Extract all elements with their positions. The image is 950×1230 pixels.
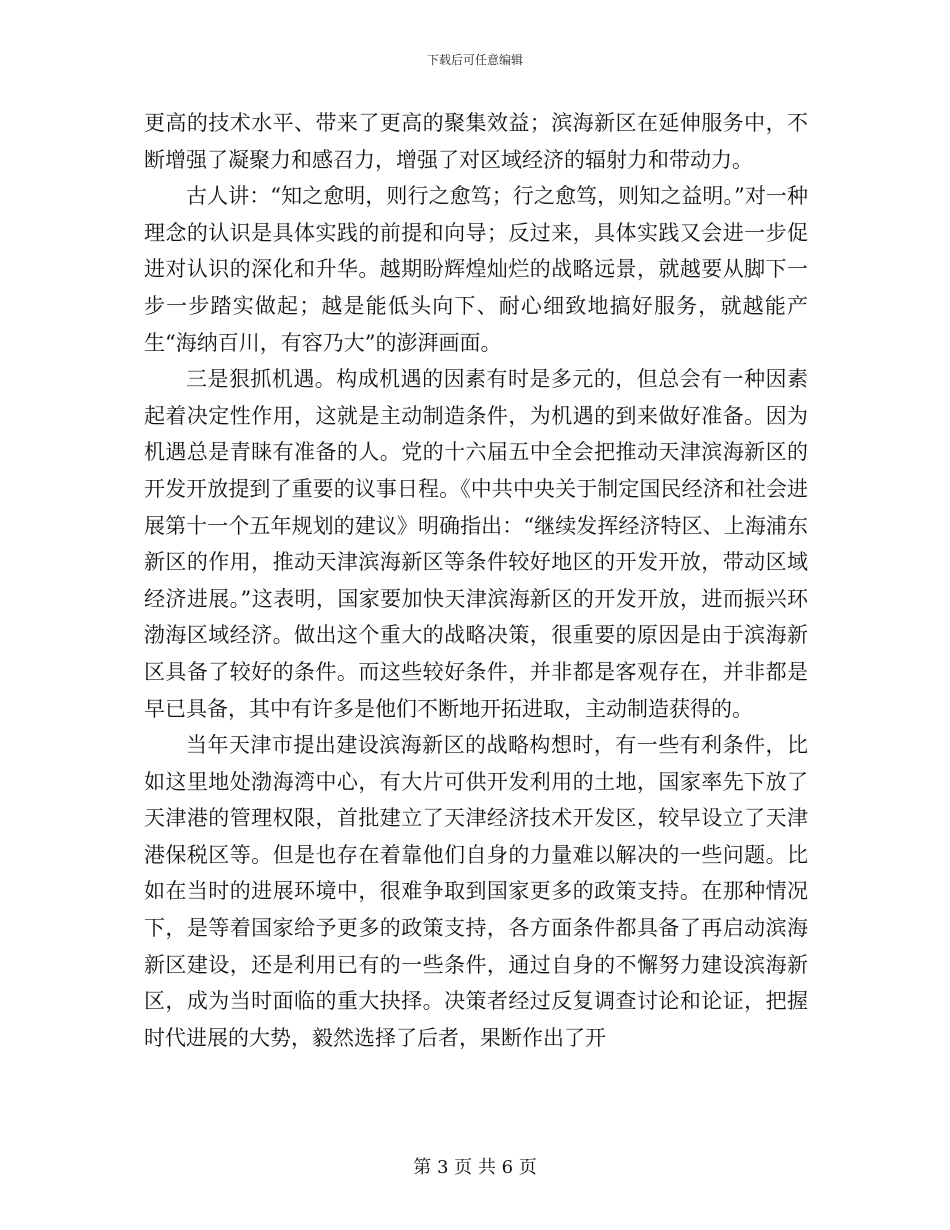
- paragraph-1: 更高的技术水平、带来了更高的聚集效益；滨海新区在延伸服务中，不断增强了凝聚力和感召力，增强了对区域经济的辐射力和带动力。: [144, 111, 808, 172]
- paragraph-3: 三是狠抓机遇。构成机遇的因素有时是多元的，但总会有一种因素起着决定性作用，这就是主动制造条件，为机遇的到来做好准备。因为机遇总是青睐有准备的人。党的十六届五中全会把推动天津滨海新区的开发开放提到了重要的议事日程。《中共中央关于制定国民经济和社会进展第十一个五年规划的建议》明确指出：“继续发挥经济特区、上海浦东新区的作用，推动天津滨海新区等条件较好地区的开发开放，带动区域经济进展。”这表明，国家要加快天津滨海新区的开发开放，进而振兴环渤海区域经济。做出这个重大的战略决策，很重要的原因是由于滨海新区具备了较好的条件。而这些较好条件，并非都是客观存在，并非都是早已具备，其中有许多是他们不断地开拓进取，主动制造获得的。: [144, 367, 808, 721]
- page-header: 下载后可任意编辑: [426, 53, 523, 67]
- paragraph-4: 当年天津市提出建设滨海新区的战略构想时，有一些有利条件，比如这里地处渤海湾中心，有大片可供开发利用的土地，国家率先下放了天津港的管理权限，首批建立了天津经济技术开发区，较早设立了天津港保税区等。但是也存在着靠他们自身的力量难以解决的一些问题。比如在当时的进展环境中，很难争取到国家更多的政策支持。在那种情况下，是等着国家给予更多的政策支持，各方面条件都具备了再启动滨海新区建设，还是利用已有的一些条件，通过自身的不懈努力建设滨海新区，成为当时面临的重大抉择。决策者经过反复调查讨论和论证，把握时代进展的大势，毅然选择了后者，果断作出了开: [144, 733, 808, 1050]
- document-body: [144, 105, 808, 1056]
- page-number: 第 3 页 共 6 页: [413, 1157, 537, 1178]
- paragraph-2: 古人讲：“知之愈明，则行之愈笃；行之愈笃，则知之益明。”对一种理念的认识是具体实践的前提和向导；反过来，具体实践又会进一步促进对认识的深化和升华。越期盼辉煌灿烂的战略远景，就越要从脚下一步一步踏实做起；越是能低头向下、耐心细致地搞好服务，就越能产生“海纳百川，有容乃大”的澎湃画面。: [144, 184, 808, 355]
